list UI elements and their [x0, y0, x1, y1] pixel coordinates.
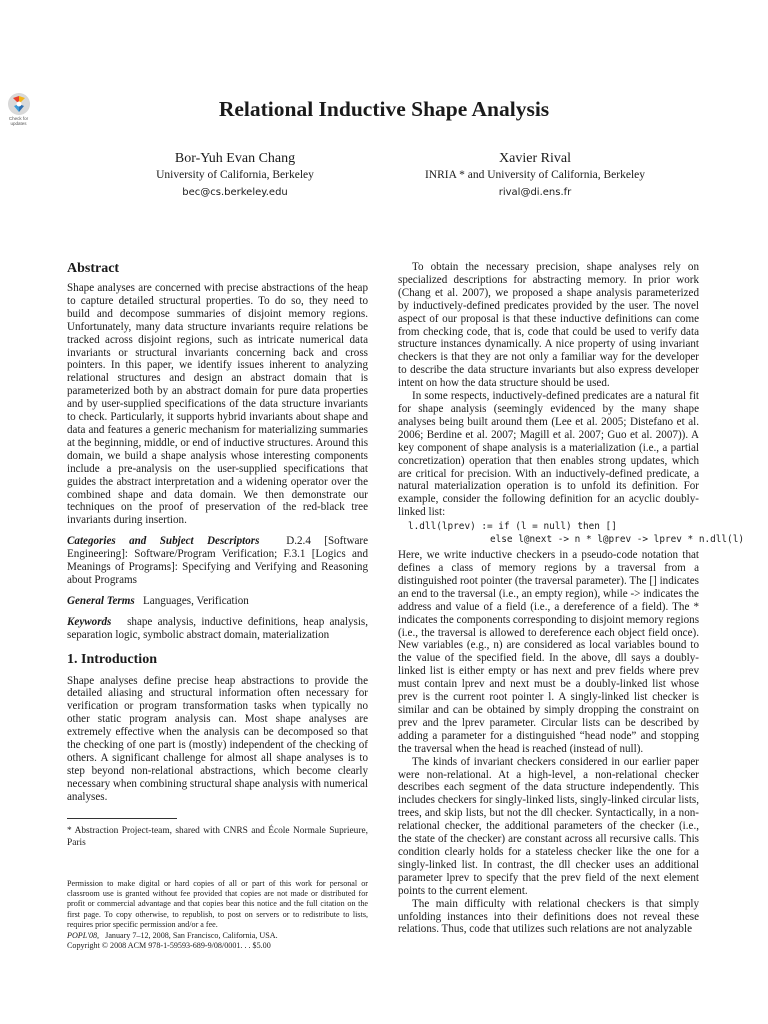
author-email[interactable]: bec@cs.berkeley.edu: [182, 187, 288, 198]
keywords-line: [67, 616, 368, 642]
general-terms-label: General Terms: [67, 594, 135, 607]
body-paragraph-5: The main difficulty with relational checkers is that simply unfolding instances into their definitions does not reveal these relations. Thus, code that utilizes such relations are not analyzable: [398, 897, 699, 936]
body-paragraph-2: In some respects, inductively-defined predicates are a natural fit for shape analysis (seemingly evidenced by the many shape analyses being built around them (Lee et al. 2005; Distefano et al. 2006; Berdine et al. 2007; Magill et al. 2007; Guo et al. 2007)). A key component of shape analysis is a materialization (i.e., a partial concretization) operation that then enables strong updates, which are critical for precision. With an inductively-defined predicate, a natural materialization operation is to unfold its definition. For example, consider the following definition for an acyclic doubly-linked list:: [398, 390, 699, 519]
body-paragraph-4: The kinds of invariant checkers considered in our earlier paper were non-relational. At a high-level, a non-relational checker describes each segment of the data structure independently. This includes checkers for singly-linked lists, singly-linked circular lists, trees, and skip lists, but not the dll checker. Syntactically, in a non-relational checker, the additional parameters of the checker (i.e., the state of the checker) are constant across all recursive calls. This condition clearly holds for a stateless checker like the one for a singly-linked list. In contrast, the dll checker uses an additional parameter lprev to specify that the prev field of the next element points to the current element.: [398, 755, 699, 897]
footnote: * Abstraction Project-team, shared with CNRS and École Normale Suprieure, Paris: [67, 825, 368, 848]
categories-line: [67, 535, 368, 587]
keywords-label: Keywords: [67, 615, 112, 628]
venue-name: POPL'08,: [67, 930, 100, 940]
permission-block: [67, 879, 368, 952]
author-name: Xavier Rival: [499, 151, 571, 166]
author-block-2: [400, 150, 670, 201]
categories-text: D.2.4 [Software Engineering]: Software/Program Verification; F.3.1 [Logics and Meanings of Programs]: Specifying and Verifying and Reasoning about Programs: [67, 535, 369, 586]
body-paragraph-3: Here, we write inductive checkers in a pseudo-code notation that defines a class of memory regions by a traversal from a distinguished root pointer (the traversal parameter). The [] indicates an end to the traversal (i.e., an empty region), while -> indicates the address and value of a field (i.e., a dereference of a field). The * indicates the components corresponding to disjoint memory regions (i.e., the traversal is allowed to dereference each object field once). New variables (e.g., n) are considered as local variables bound to the value of the specified field. In the above, dll says a doubly-linked list is either empty or has next and prev fields where prev must contain lprev and next must be a doubly-linked list whose prev is the current root pointer l. A singly-linked list checker is similar and can be obtained by simply dropping the constraint on prev and the lprev parameter. Circular lists can be described by adding a parameter for a distinguished “head node” and stopping the traversal when the head is reached (instead of null).: [398, 549, 700, 755]
venue-details: January 7–12, 2008, San Francisco, California, USA.: [105, 930, 278, 940]
keywords-text: shape analysis, inductive definitions, heap analysis, separation logic, symbolic abstract domain, materialization: [67, 615, 368, 641]
copyright-line: Copyright © 2008 ACM 978-1-59593-689-9/08/0001. . . $5.00: [67, 941, 271, 951]
author-email[interactable]: rival@di.ens.fr: [498, 187, 572, 198]
author-block-1: [120, 150, 350, 201]
venue-line: [67, 931, 368, 941]
author-affiliation: INRIA * and University of California, Berkeley: [424, 169, 646, 181]
paper-title: Relational Inductive Shape Analysis: [218, 97, 550, 121]
author-affiliation: University of California, Berkeley: [156, 169, 314, 181]
badge-line2: updates: [10, 121, 27, 126]
intro-text: Shape analyses define precise heap abstractions to provide the detailed aliasing and structural information often necessary for verification or program transformation tasks when typically no other static program analysis can. Most shape analyses are extremely effective when the analysis can be decomposed so that the checking of one part is (mostly) independent of the checking of others. A significant challenge for almost all shape analyses is to step beyond non-relational abstractions, which become clearly necessary when combining structural shape analysis with numerical analyses.: [67, 674, 368, 803]
author-name: Bor-Yuh Evan Chang: [174, 151, 296, 166]
categories-label: Categories and Subject Descriptors: [67, 535, 260, 548]
abstract-heading: Abstract: [67, 261, 120, 276]
footnote-rule: [67, 818, 177, 819]
intro-heading: 1. Introduction: [67, 651, 157, 667]
abstract-text: Shape analyses are concerned with precise abstractions of the heap to capture detailed structural properties. To do so, they need to build and decompose summaries of disjoint memory regions. Unfortunately, many data structure invariants require relations be tracked across disjoint regions, such as intricate numerical data invariants or structural invariants concerning back and cross pointers. In this paper, we identify issues inherent to analyzing relational structures and design an abstract domain that is parameterized both by an abstract domain for pure data properties and by user-supplied specifications of the data structure invariants to check. Particularly, it supports hybrid invariants about shape and data and features a generic mechanism for materializing summaries at the beginning, middle, or end of inductive structures. Around this domain, we build a shape analysis whose interesting components include a pre-analysis on the user-supplied specifications that guides the abstract interpretation and a widening operator over the combined shape and data domain. We then demonstrate our techniques on the proof of preservation of the red-black tree invariants during insertion.: [67, 282, 369, 527]
code-line-1: l.dll(lprev) := if (l = null) then []: [408, 521, 617, 533]
body-paragraph-1: To obtain the necessary precision, shape analyses rely on specialized descriptions for abstracting memory. In prior work (Chang et al. 2007), we proposed a shape analysis parameterized by inductively-defined predicates provided by the user. The novel aspect of our proposal is that these inductive definitions can come from checking code, that is, code that could be used to verify data structure instances dynamically. A nice property of using invariant checkers is that they are not only a familiar way for the developer to describe the data structure invariants but also express developer intent on how the data structure should be used.: [398, 261, 699, 390]
general-terms-text: Languages, Verification: [143, 594, 249, 607]
general-terms-line: [67, 595, 368, 608]
right-column: [398, 261, 744, 936]
permission-text: Permission to make digital or hard copies of all or part of this work for personal or classroom use is granted without fee provided that copies are not made or distributed for profit or commercial advantage and that copies bear this notice and the full citation on the first page. To copy otherwise, to republish, to post on servers or to redistribute to lists, requires prior specific permission and/or a fee.: [67, 878, 368, 930]
left-column: [67, 261, 368, 951]
code-line-2: else l@next -> n * l@prev -> lprev * n.dll(l): [490, 534, 744, 546]
badge-line1: Check for: [8, 116, 29, 121]
